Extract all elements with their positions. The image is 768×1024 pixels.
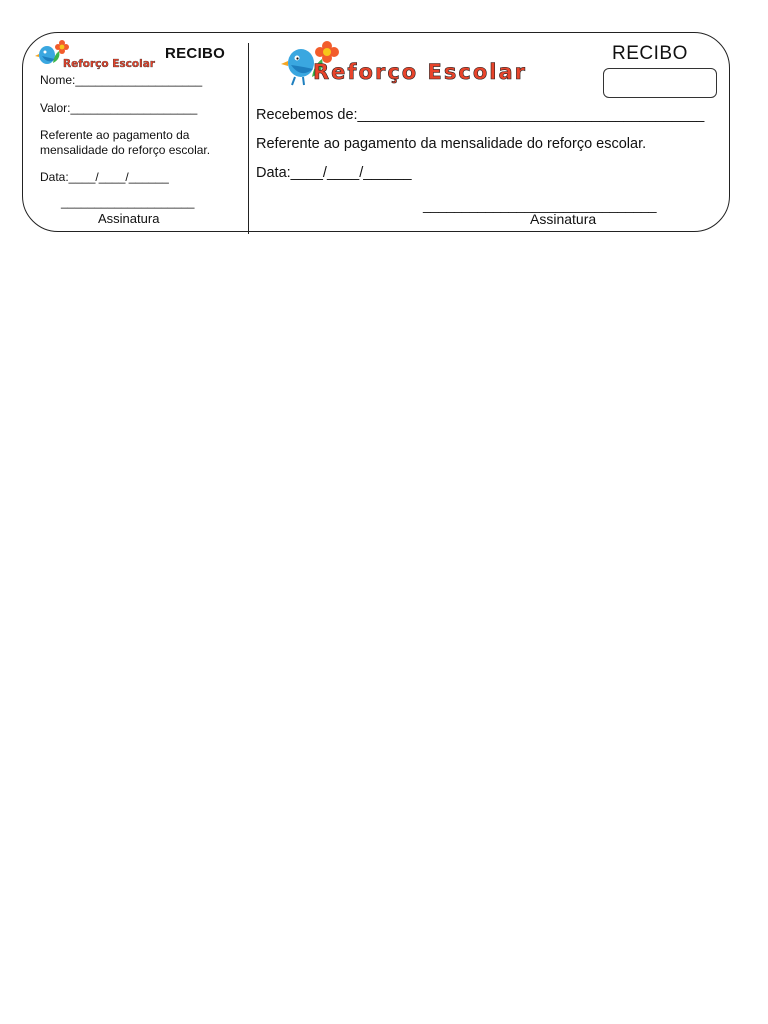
main-referente-text: Referente ao pagamento da mensalidade do reforço escolar. [256,136,647,152]
stub-data-field[interactable]: Data:____/____/______ [40,170,169,184]
tear-divider [248,43,249,234]
reforco-escolar-banner [265,39,577,91]
receipt-card [22,32,730,232]
nome-field[interactable]: Nome:___________________ [40,73,203,87]
valor-box[interactable] [603,68,717,98]
stub-signature-label: Assinatura [98,211,160,226]
bird-icon [35,46,55,64]
reforco-escolar-logo [35,39,163,73]
svg-text:Reforço Escolar: Reforço Escolar [313,60,527,84]
main-signature-label: Assinatura [530,211,597,227]
stub-signature-line[interactable]: ____________________ [61,195,195,209]
stub-title: RECIBO [165,45,226,62]
main-title: RECIBO [612,43,688,64]
main-data-field[interactable]: Data:____/____/______ [256,165,412,181]
stub-referente-text: Referente ao pagamento da mensalidade do reforço escolar. [40,128,211,157]
recebemos-field[interactable]: Recebemos de:___________________________________________ [256,107,705,123]
bird-icon [281,49,314,85]
valor-field[interactable]: Valor:___________________ [40,101,198,115]
svg-text:Reforço Escolar: Reforço Escolar [63,58,155,70]
main-signature-line[interactable]: ______________________________ [423,197,657,213]
